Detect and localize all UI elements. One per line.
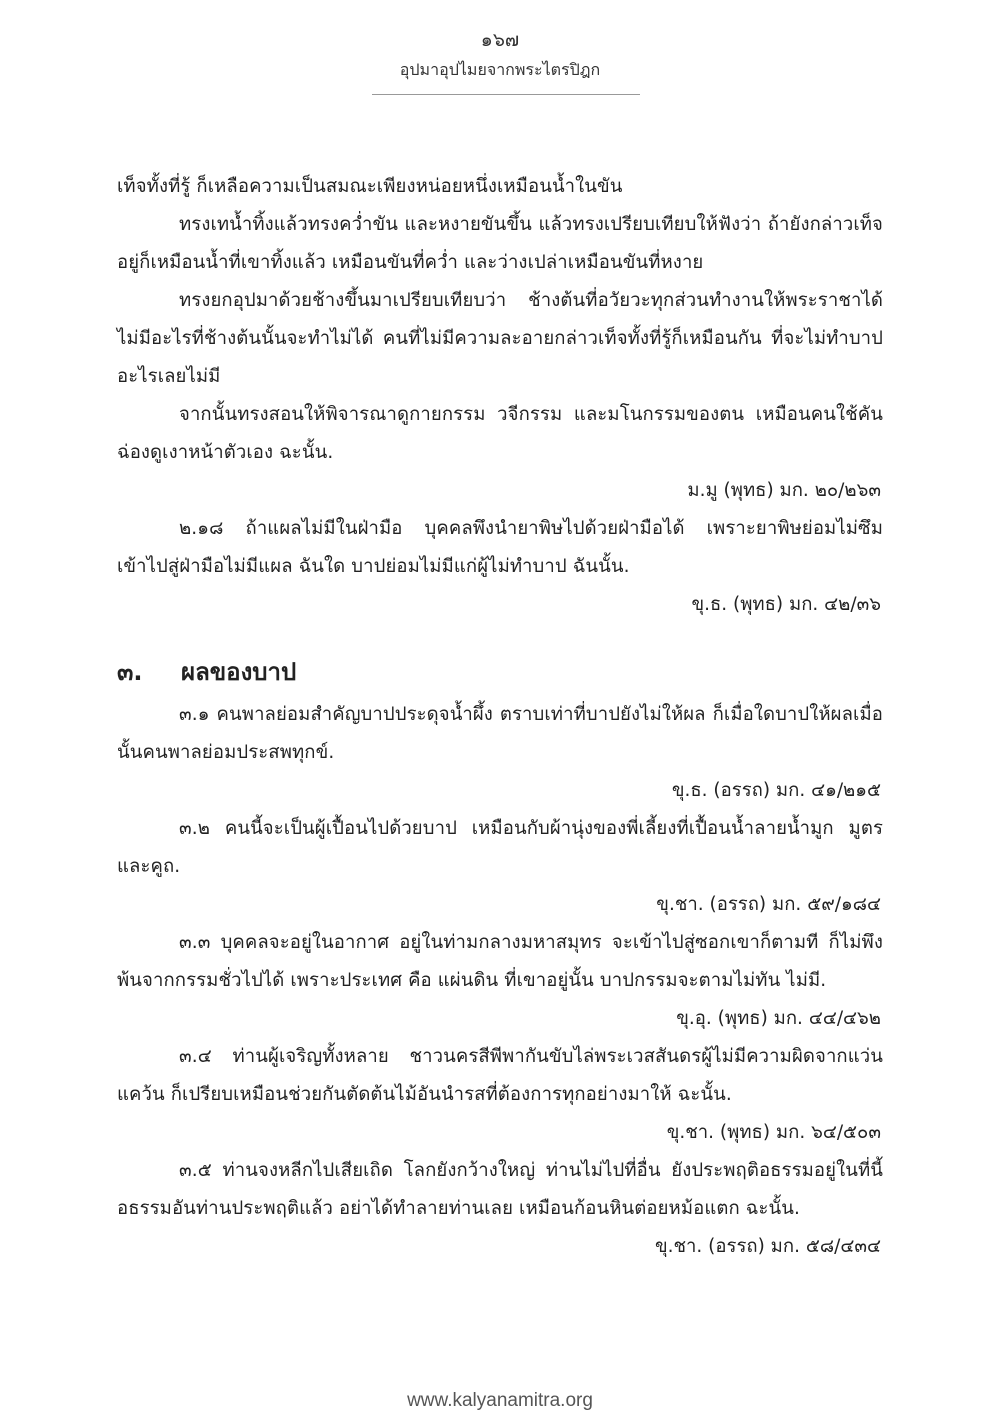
footer-url: www.kalyanamitra.org <box>407 1390 593 1411</box>
paragraph: ๓.๒ คนนี้จะเป็นผู้เปื้อนไปด้วยบาป เหมือนกับผ้านุ่งของพี่เลี้ยงที่เปื้อนน้ำลายน้ำมูก มูตรและคูถ. <box>117 818 883 877</box>
citation-reference: ขุ.ธ. (อรรถ) มก. ๔๑/๒๑๕ <box>671 780 881 801</box>
page-body <box>117 168 883 1266</box>
paragraph: ๓.๔ ท่านผู้เจริญทั้งหลาย ชาวนครสีพีพากันขับไล่พระเวสสันดรผู้ไม่มีความผิดจากแว่นแคว้น ก็เปรียบเหมือนช่วยกันตัดต้นไม้อันนำรสที่ต้องการทุกอย่างมาให้ ฉะนั้น. <box>117 1046 883 1105</box>
citation-reference: ขุ.ชา. (อรรถ) มก. ๕๙/๑๘๔ <box>656 894 881 915</box>
running-title: อุปมาอุปไมยจากพระไตรปิฎก <box>399 60 601 79</box>
text-block-top <box>117 168 883 624</box>
citation-reference: ขุ.ธ. (พุทธ) มก. ๔๒/๓๖ <box>691 594 881 615</box>
paragraph: ๓.๑ คนพาลย่อมสำคัญบาปประดุจน้ำผึ้ง ตราบเท่าที่บาปยังไม่ให้ผล ก็เมื่อใดบาปให้ผลเมื่อนั้นคนพาลย่อมประสพทุกข์. <box>117 704 883 763</box>
citation-reference: ม.มู (พุทธ) มก. ๒๐/๒๖๓ <box>687 480 881 501</box>
section-title: ผลของบาป <box>181 658 297 686</box>
citation-reference: ขุ.ชา. (อรรถ) มก. ๕๘/๔๓๔ <box>654 1236 881 1257</box>
page-number: ๑๖๗ <box>480 29 520 51</box>
paragraph: ทรงเทน้ำทิ้งแล้วทรงคว่ำขัน และหงายขันขึ้น แล้วทรงเปรียบเทียบให้ฟังว่า ถ้ายังกล่าวเท็จอยู่ก็เหมือนน้ำที่เขาทิ้งแล้ว เหมือนขันที่คว่ำ และว่างเปล่าเหมือนขันที่หงาย <box>117 214 883 273</box>
paragraph: ๓.๓ บุคคลจะอยู่ในอากาศ อยู่ในท่ามกลางมหาสมุทร จะเข้าไปสู่ซอกเขาก็ตามที ก็ไม่พึงพ้นจากกรรมชั่วไปได้ เพราะประเทศ คือ แผ่นดิน ที่เขาอยู่นั้น บาปกรรมจะตามไม่ทัน ไม่มี. <box>117 932 883 991</box>
text-block-section <box>117 696 883 1266</box>
section-heading <box>117 650 883 694</box>
citation-reference: ขุ.ชา. (พุทธ) มก. ๖๔/๕๐๓ <box>666 1122 881 1143</box>
paragraph: ๒.๑๘ ถ้าแผลไม่มีในฝ่ามือ บุคคลพึงนำยาพิษไปด้วยฝ่ามือได้ เพราะยาพิษย่อมไม่ซึมเข้าไปสู่ฝ่ามือไม่มีแผล ฉันใด บาปย่อมไม่มีแก่ผู้ไม่ทำบาป ฉันนั้น. <box>117 518 883 577</box>
section-number: ๓. <box>117 658 143 686</box>
header-divider <box>372 94 640 95</box>
page-header <box>0 28 1000 82</box>
paragraph: ทรงยกอุปมาด้วยช้างขึ้นมาเปรียบเทียบว่า ช้างต้นที่อวัยวะทุกส่วนทำงานให้พระราชาได้ ไม่มีอะไรที่ช้างต้นนั้นจะทำไม่ได้ คนที่ไม่มีความละอายกล่าวเท็จทั้งที่รู้ก็เหมือนกัน ที่จะไม่ทำบาปอะไรเลยไม่มี <box>117 290 883 387</box>
paragraph: เท็จทั้งที่รู้ ก็เหลือความเป็นสมณะเพียงหน่อยหนึ่งเหมือนน้ำในขัน <box>117 176 623 197</box>
paragraph: จากนั้นทรงสอนให้พิจารณาดูกายกรรม วจีกรรม และมโนกรรมของตน เหมือนคนใช้คันฉ่องดูเงาหน้าตัวเอง ฉะนั้น. <box>117 404 883 463</box>
paragraph: ๓.๕ ท่านจงหลีกไปเสียเถิด โลกยังกว้างใหญ่ ท่านไม่ไปที่อื่น ยังประพฤติอธรรมอยู่ในที่นี้ อธรรมอันท่านประพฤติแล้ว อย่าได้ทำลายท่านเลย เหมือนก้อนหินต่อยหม้อแตก ฉะนั้น. <box>117 1160 883 1219</box>
citation-reference: ขุ.อุ. (พุทธ) มก. ๔๔/๔๖๒ <box>676 1008 881 1029</box>
